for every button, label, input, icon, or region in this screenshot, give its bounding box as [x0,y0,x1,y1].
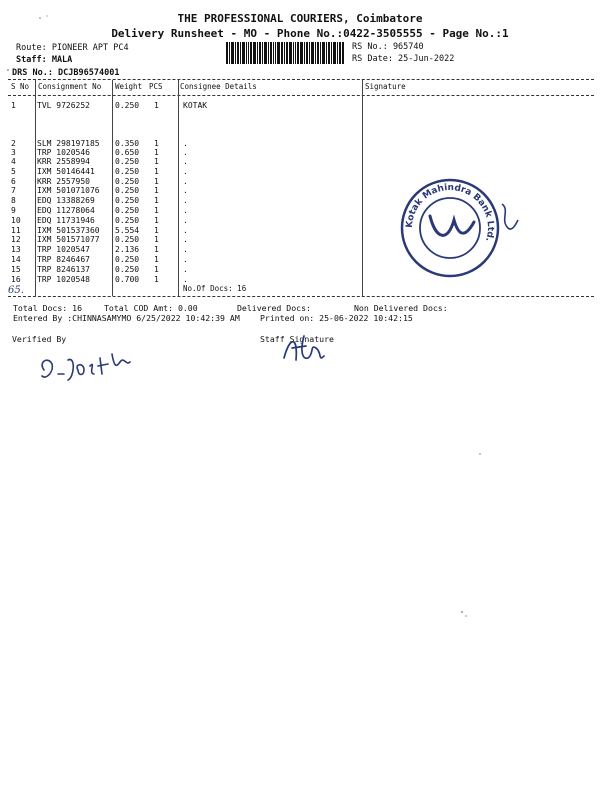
row-weight: 0.250 [115,101,140,110]
row-weight: 0.650 [115,148,140,157]
row-weight: 0.250 [115,255,140,264]
row-pcs: 1 [154,265,159,274]
row-sno: 15 [11,265,21,274]
row-consignment: IXM 501071076 [37,186,100,195]
delivered-docs: Delivered Docs: [237,303,311,313]
row-consignment: TVL 9726252 [37,101,90,110]
row-sno: 3 [11,148,16,157]
row-weight: 0.250 [115,265,140,274]
document-title: THE PROFESSIONAL COURIERS, Coimbatore [177,12,423,25]
row-consignment: IXM 501571077 [37,235,100,244]
row-pcs: 1 [154,167,159,176]
row-sno: 13 [11,245,21,254]
row-consignment: EDQ 11731946 [37,216,95,225]
table-bottom-rule [8,296,594,297]
col-header-weight: Weight [115,82,143,91]
row-consignment: SLM 298197185 [37,139,100,148]
drs-number: DRS No.: DCJB96574001 [12,68,120,78]
column-divider [362,80,363,296]
col-header-consignee: Consignee Details [180,82,257,91]
row-consignee: . [183,148,188,157]
row-pcs: 1 [154,148,159,157]
row-pcs: 1 [154,245,159,254]
row-sno: 4 [11,157,16,166]
entered-by: Entered By :CHINNASAMYMO 6/25/2022 10:42:39 AM [13,313,240,323]
staff-label: Staff: MALA [16,55,73,65]
printed-on: Printed on: 25-06-2022 10:42:15 [260,313,413,323]
document-subtitle: Delivery Runsheet - MO - Phone No.:0422-3505555 - Page No.:1 [111,27,509,40]
row-consignee: . [183,196,188,205]
table-top-rule [8,79,594,80]
row-weight: 0.250 [115,186,140,195]
row-consignment: TRP 8246137 [37,265,90,274]
column-divider [112,80,113,296]
row-weight: 0.250 [115,157,140,166]
row-consignee: . [183,177,188,186]
row-pcs: 1 [154,235,159,244]
staff-signature-label: Staff Signature [260,334,334,344]
row-consignee: . [183,245,188,254]
col-header-signature: Signature [365,82,406,91]
stamp-signature-squiggle [496,200,522,236]
row-weight: 5.554 [115,226,140,235]
row-weight: 0.250 [115,206,140,215]
route-label: Route: PIONEER APT PC4 [16,43,129,53]
non-delivered-docs: Non Delivered Docs: [354,303,448,313]
row-consignment: EDQ 11278064 [37,206,95,215]
row-weight: 2.136 [115,245,140,254]
row-consignee: . [183,167,188,176]
row-consignment: TRP 8246467 [37,255,90,264]
row-weight: 0.350 [115,139,140,148]
row-pcs: 1 [154,226,159,235]
row-pcs: 1 [154,177,159,186]
bank-seal-stamp [398,176,502,280]
row-consignee: . [183,226,188,235]
row-consignee: . [183,139,188,148]
row-sno: 2 [11,139,16,148]
row-sno: 8 [11,196,16,205]
row-consignee: KOTAK [183,101,208,110]
row-consignee: . [183,206,188,215]
row-sno: 16 [11,275,21,284]
row-weight: 0.700 [115,275,140,284]
table-header-rule [8,95,594,96]
row-consignee: . [183,255,188,264]
row-consignee: . [183,235,188,244]
row-consignment: IXM 50146441 [37,167,95,176]
total-docs: Total Docs: 16 [13,303,83,313]
row-pcs: 1 [154,206,159,215]
rs-date: RS Date: 25-Jun-2022 [352,54,455,64]
row-weight: 0.250 [115,216,140,225]
row-consignment: KRR 2558994 [37,157,90,166]
row-weight: 0.250 [115,196,140,205]
row-pcs: 1 [154,196,159,205]
row-consignee: . [183,216,188,225]
row-consignment: TRP 1020548 [37,275,90,284]
row-pcs: 1 [154,275,159,284]
verified-by-label: Verified By [12,334,67,344]
svg-text:Kotak Mahindra Bank Ltd.: Kotak Mahindra Bank Ltd. [404,182,496,243]
row-sno: 5 [11,167,16,176]
row-sno: 12 [11,235,21,244]
doc-count: No.Of Docs: 16 [183,284,247,293]
column-divider [178,80,179,296]
col-header-sno: S No [11,82,30,91]
rs-number: RS No.: 965740 [352,42,424,52]
row-sno: 14 [11,255,21,264]
staff-signature [280,330,328,366]
row-sno: 9 [11,206,16,215]
row-consignment: IXM 501537360 [37,226,100,235]
row-sno: 10 [11,216,21,225]
row-pcs: 1 [154,216,159,225]
row-consignment: TRP 1020546 [37,148,90,157]
row-weight: 0.250 [115,167,140,176]
row-pcs: 1 [154,101,159,110]
barcode-image [226,42,344,64]
row-sno: 7 [11,186,16,195]
row-sno: 1 [11,101,16,110]
row-sno: 6 [11,177,16,186]
col-header-pcs: PCS [149,82,163,91]
row-weight: 0.250 [115,235,140,244]
row-pcs: 1 [154,186,159,195]
row-sno: 11 [11,226,21,235]
row-consignee: . [183,157,188,166]
row-pcs: 1 [154,255,159,264]
row-pcs: 1 [154,157,159,166]
verifier-signature [34,336,144,388]
handwritten-margin-note: 65. [8,285,24,296]
row-consignment: TRP 1020547 [37,245,90,254]
row-consignment: EDQ 13388269 [37,196,95,205]
row-consignee: . [183,275,188,284]
row-weight: 0.250 [115,177,140,186]
row-consignee: . [183,186,188,195]
row-consignee: . [183,265,188,274]
row-consignment: KRR 2557950 [37,177,90,186]
total-cod-amount: Total COD Amt: 0.00 [104,303,198,313]
column-divider [35,80,36,296]
row-pcs: 1 [154,139,159,148]
col-header-consignment: Consignment No [38,82,102,91]
